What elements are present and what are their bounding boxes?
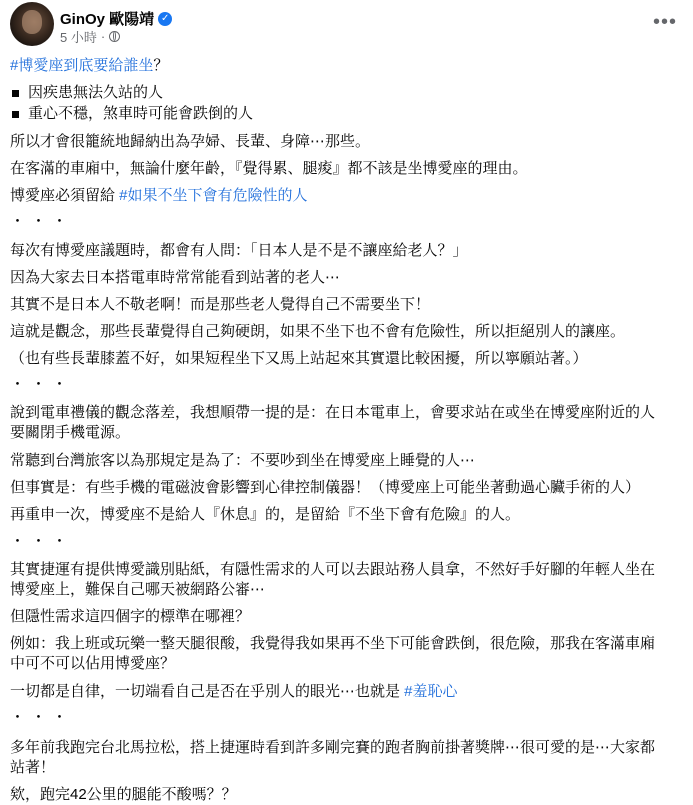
bullet-item xyxy=(10,83,683,103)
paragraph: 要關閉手機電源。 xyxy=(10,424,131,441)
meta-dot: · xyxy=(100,29,106,44)
paragraph: 在客滿的車廂中，無論什麼年齡，『覺得累、腿痠』都不該是坐博愛座的理由。 xyxy=(10,160,528,177)
bullet-text: 因疾患無法久站的人 xyxy=(28,84,164,101)
avatar[interactable] xyxy=(10,2,54,46)
verified-badge-icon: ✓ xyxy=(158,12,172,26)
hashtag-link[interactable]: #博愛座到底要給誰坐 xyxy=(10,57,154,74)
paragraph: 例如：我上班或玩樂一整天腿很酸，我覺得我如果再不坐下可能會跌倒，很危險，那我在客滿車廂 xyxy=(10,635,656,652)
paragraph: 多年前我跑完台北馬拉松，搭上捷運時看到許多剛完賽的跑者胸前掛著獎牌⋯很可愛的是⋯大家都 xyxy=(10,739,656,756)
paragraph: 每次有博愛座議題時，都會有人問：「日本人是不是不讓座給老人？」 xyxy=(10,242,468,259)
separator-dots: ・・・ xyxy=(10,213,74,230)
separator-dots: ・・・ xyxy=(10,709,74,726)
paragraph: 但隱性需求這四個字的標準在哪裡？ xyxy=(10,608,251,625)
paragraph: 常聽到台灣旅客以為那規定是為了：不要吵到坐在博愛座上睡覺的人⋯ xyxy=(10,452,476,469)
post-header xyxy=(8,2,681,46)
bullet-square-icon xyxy=(12,111,19,118)
paragraph xyxy=(10,186,683,206)
paragraph: 再重申一次，博愛座不是給人『休息』的，是留給『不坐下會有危險』的人。 xyxy=(10,506,521,523)
globe-icon[interactable] xyxy=(109,31,120,42)
line-text: 博愛座必須留給 xyxy=(10,187,120,204)
separator-dots: ・・・ xyxy=(10,533,74,550)
paragraph: 欸，跑完42公里的腿能不酸嗎？？ xyxy=(10,786,237,803)
paragraph: 這就是觀念，那些長輩覺得自己夠硬朗，如果不坐下也不會有危險性，所以拒絕別人的讓座。 xyxy=(10,323,626,340)
bullet-text: 重心不穩，煞車時可能會跌倒的人 xyxy=(28,105,254,122)
bullet-square-icon xyxy=(12,90,19,97)
post-meta xyxy=(60,27,120,46)
paragraph: 博愛座上，難保自己哪天被網路公審⋯ xyxy=(10,581,266,598)
author-row xyxy=(60,8,172,29)
line-text: ？ xyxy=(153,57,169,74)
post-time[interactable]: 5 小時 xyxy=(60,30,97,45)
more-options-icon[interactable]: ••• xyxy=(652,10,677,33)
paragraph: 中可不可以佔用博愛座？ xyxy=(10,655,176,672)
line-text: 一切都是自律，一切端看自己是否在乎別人的眼光⋯也就是 xyxy=(10,683,405,700)
paragraph: 所以才會很籠統地歸納出為孕婦、長輩、身障⋯那些。 xyxy=(10,133,371,150)
hashtag-link[interactable]: #羞恥心 xyxy=(404,683,458,700)
paragraph: 因為大家去日本搭電車時常常能看到站著的老人⋯ xyxy=(10,269,341,286)
author-name[interactable]: GinOy 歐陽靖 xyxy=(60,11,155,28)
paragraph: 但事實是：有些手機的電磁波會影響到心律控制儀器！（博愛座上可能坐著動過心臟手術的人） xyxy=(10,479,641,496)
separator-dots: ・・・ xyxy=(10,376,74,393)
paragraph: 其實捷運有提供博愛識別貼紙，有隱性需求的人可以去跟站務人員拿，不然好手好腳的年輕人坐在 xyxy=(10,561,656,578)
paragraph: 說到電車禮儀的觀念落差，我想順帶一提的是：在日本電車上，會要求站在或坐在博愛座附近的人 xyxy=(10,404,656,421)
paragraph: （也有些長輩膝蓋不好，如果短程坐下又馬上站起來其實還比較困擾，所以寧願站著。） xyxy=(10,350,588,367)
paragraph: 站著！ xyxy=(10,759,56,776)
hashtag-link[interactable]: #如果不坐下會有危險性的人 xyxy=(119,187,308,204)
bullet-item xyxy=(10,104,683,124)
paragraph xyxy=(10,682,683,702)
paragraph: 其實不是日本人不敬老啊！而是那些老人覺得自己不需要坐下！ xyxy=(10,296,431,313)
line-question xyxy=(10,56,683,76)
